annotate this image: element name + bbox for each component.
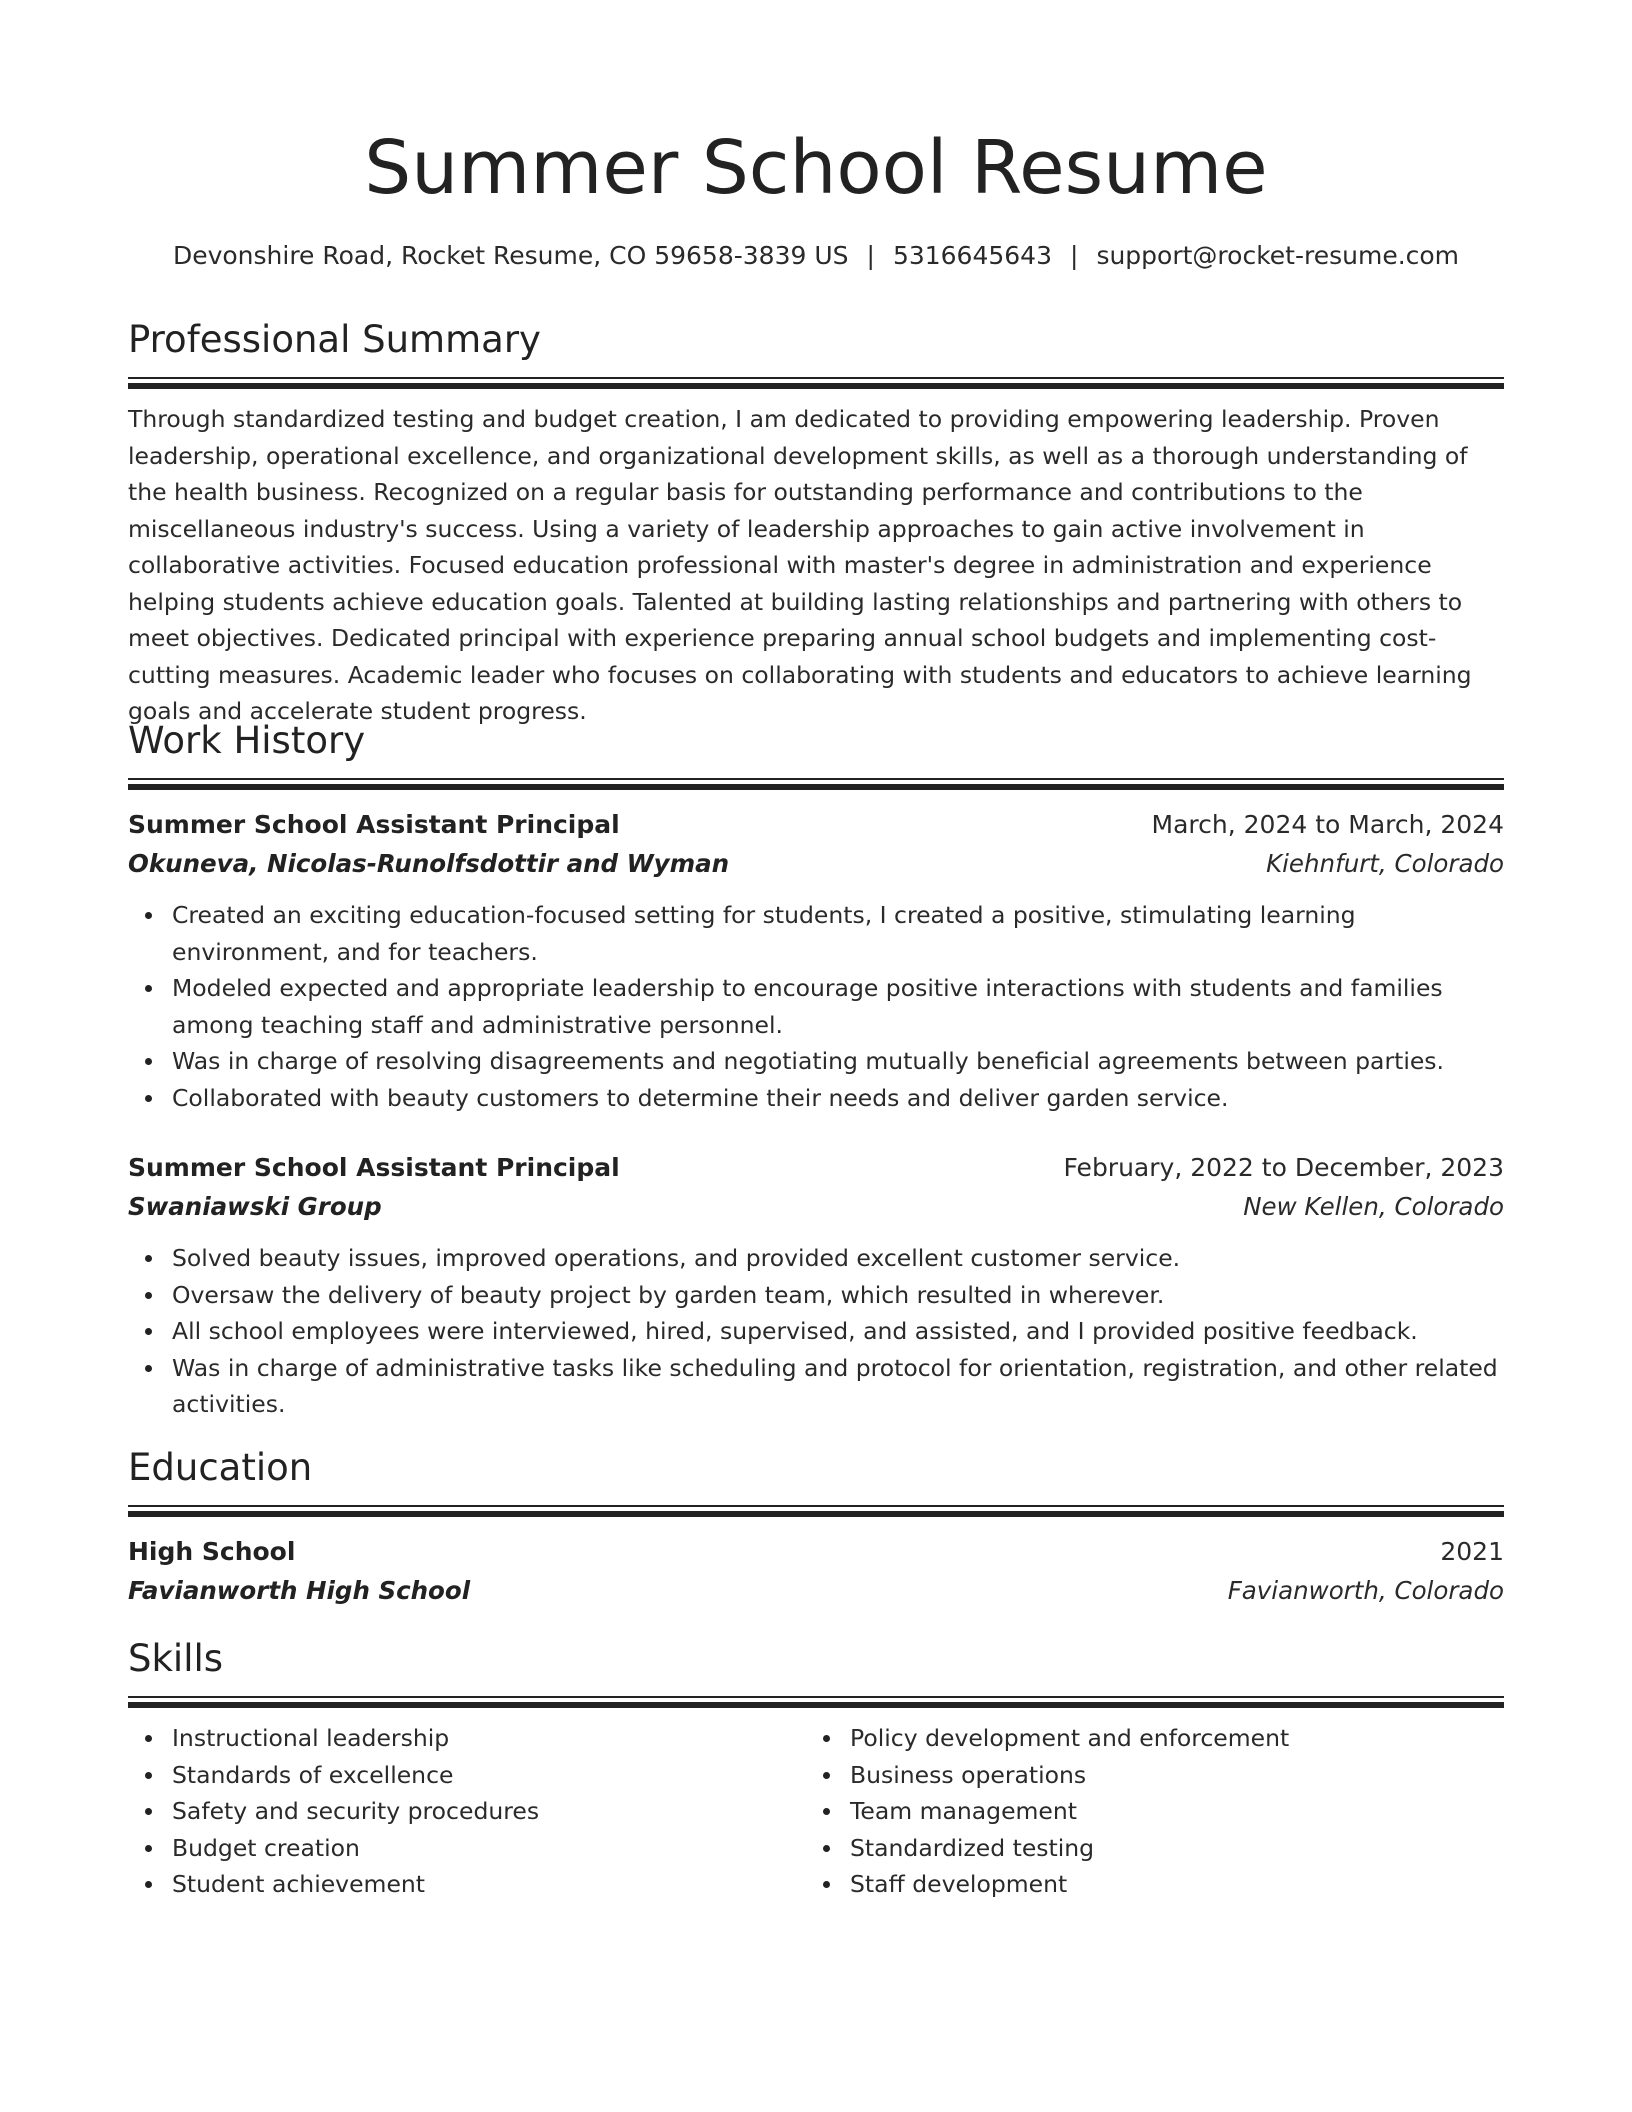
list-item: Oversaw the delivery of beauty project by garden team, which resulted in wherever. [172, 1277, 1504, 1314]
education-school-row [128, 1572, 1504, 1610]
education-header-row [128, 1532, 1504, 1572]
job-entry [128, 1148, 1504, 1423]
section-title-education: Education [128, 1446, 313, 1489]
job-company-row [128, 1188, 1504, 1226]
job-bullet-list [128, 1240, 1504, 1423]
resume-page [128, 0, 1504, 2112]
skill-item: Instructional leadership [172, 1720, 806, 1757]
skills-section [128, 1634, 1504, 1903]
job-title: Summer School Assistant Principal [128, 810, 620, 839]
contact-email: support@rocket-resume.com [1096, 241, 1460, 270]
skill-item: Standards of excellence [172, 1757, 806, 1794]
job-dates: February, 2022 to December, 2023 [1063, 1153, 1504, 1182]
education-year: 2021 [1440, 1537, 1504, 1566]
job-location: New Kellen, Colorado [1243, 1192, 1504, 1221]
education-location: Favianworth, Colorado [1227, 1576, 1504, 1605]
section-divider [128, 1696, 1504, 1698]
education-section [128, 1443, 1504, 1610]
section-divider-thick [128, 383, 1504, 389]
job-header-row [128, 1148, 1504, 1188]
education-entry [128, 1532, 1504, 1610]
section-divider-thick [128, 1511, 1504, 1517]
contact-separator: | [1070, 241, 1079, 270]
work-history-section [128, 716, 1504, 1423]
section-divider [128, 1505, 1504, 1507]
list-item: Solved beauty issues, improved operations, and provided excellent customer service. [172, 1240, 1504, 1277]
section-title-skills: Skills [128, 1637, 224, 1680]
skill-item: Business operations [850, 1757, 1484, 1794]
summary-section [128, 315, 1504, 730]
list-item: Was in charge of administrative tasks like scheduling and protocol for orientation, registration, and other related activities. [172, 1350, 1504, 1423]
skills-columns [128, 1716, 1504, 1903]
section-title-summary: Professional Summary [128, 318, 541, 361]
skill-item: Budget creation [172, 1830, 806, 1867]
summary-text: Through standardized testing and budget creation, I am dedicated to providing empowering leadership. Proven leadership, operational excellence, and organizational development skills, as well as a thorough understanding of the health business. Recognized on a regular basis for outstanding performance and contributions to the miscellaneous industry's success. Using a variety of leadership approaches to gain active involvement in collaborative activities. Focused education professional with master's degree in administration and experience helping students achieve education goals. Talented at building lasting relationships and partnering with others to meet objectives. Dedicated principal with experience preparing annual school budgets and implementing cost-cutting measures. Academic leader who focuses on collaborating with students and educators to achieve learning goals and accelerate student progress. [128, 405, 1472, 725]
list-item: Created an exciting education-focused setting for students, I created a positive, stimulating learning environment, and for teachers. [172, 897, 1504, 970]
contact-separator: | [866, 241, 875, 270]
resume-name: Summer School Resume [364, 125, 1268, 211]
list-item: Was in charge of resolving disagreements and negotiating mutually beneficial agreements between parties. [172, 1043, 1504, 1080]
job-entry [128, 805, 1504, 1116]
contact-address: Devonshire Road, Rocket Resume, CO 59658-3839 US [172, 241, 849, 270]
job-company-row [128, 845, 1504, 883]
section-divider-thick [128, 1702, 1504, 1708]
skill-item: Safety and security procedures [172, 1793, 806, 1830]
skill-item: Policy development and enforcement [850, 1720, 1484, 1757]
section-divider-thick [128, 784, 1504, 790]
section-divider [128, 377, 1504, 379]
job-header-row [128, 805, 1504, 845]
job-title: Summer School Assistant Principal [128, 1153, 620, 1182]
job-bullet-list [128, 897, 1504, 1116]
skills-list-left [128, 1720, 806, 1903]
job-company: Swaniawski Group [128, 1192, 382, 1221]
skill-item: Team management [850, 1793, 1484, 1830]
contact-line [128, 236, 1504, 276]
skill-item: Standardized testing [850, 1830, 1484, 1867]
skills-list-right [806, 1720, 1484, 1903]
job-company: Okuneva, Nicolas-Runolfsdottir and Wyman [128, 849, 730, 878]
job-location: Kiehnfurt, Colorado [1266, 849, 1504, 878]
job-dates: March, 2024 to March, 2024 [1151, 810, 1504, 839]
section-divider [128, 778, 1504, 780]
skill-item: Student achievement [172, 1866, 806, 1903]
list-item: Modeled expected and appropriate leadership to encourage positive interactions with students and families among teaching staff and administrative personnel. [172, 970, 1504, 1043]
list-item: All school employees were interviewed, hired, supervised, and assisted, and I provided positive feedback. [172, 1313, 1504, 1350]
contact-phone: 5316645643 [892, 241, 1052, 270]
education-degree: High School [128, 1537, 296, 1566]
skill-item: Staff development [850, 1866, 1484, 1903]
list-item: Collaborated with beauty customers to determine their needs and deliver garden service. [172, 1080, 1504, 1117]
education-school: Favianworth High School [128, 1576, 471, 1605]
section-title-work-history: Work History [128, 719, 366, 762]
